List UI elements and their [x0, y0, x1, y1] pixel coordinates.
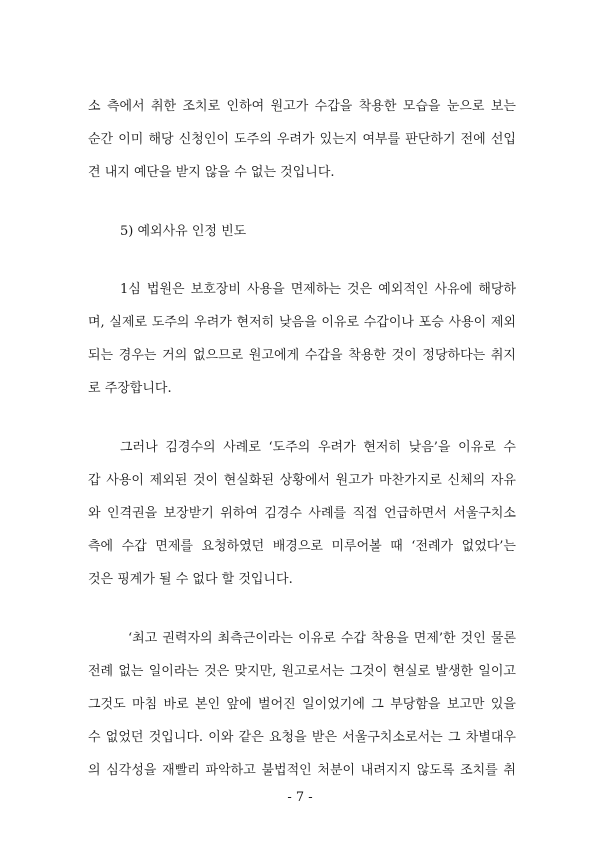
- section-heading: 5) 예외사유 인정 빈도: [120, 224, 247, 239]
- paragraph2-line-2: 며, 실제로 도주의 우려가 현저히 낮음을 이유로 수갑이나 포승 사용이 제외: [88, 315, 516, 330]
- paragraph2-line-1: 1심 법원은 보호장비 사용을 면제하는 것은 예외적인 사유에 해당하: [120, 282, 516, 297]
- paragraph1-line-3: 견 내지 예단을 받지 않을 수 없는 것입니다.: [88, 165, 335, 180]
- paragraph4-line-3: 그것도 마침 바로 본인 앞에 벌어진 일이었기에 그 부당함을 보고만 있을: [88, 697, 516, 712]
- paragraph4-line-1: ‘최고 권력자의 최측근이라는 이유로 수갑 착용을 면제’한 것인 물론: [128, 631, 516, 646]
- paragraph3-line-5: 것은 핑계가 될 수 없다 할 것입니다.: [88, 572, 293, 587]
- paragraph4-line-2: 전례 없는 일이라는 것은 맞지만, 원고로서는 그것이 현실로 발생한 일이고: [88, 664, 516, 679]
- page-number: - 7 -: [287, 790, 313, 805]
- paragraph4-line-5: 의 심각성을 재빨리 파악하고 불법적인 처분이 내려지지 않도록 조치를 취: [88, 763, 516, 778]
- paragraph2-line-3: 되는 경우는 거의 없으므로 원고에게 수갑을 착용한 것이 정당하다는 취지: [88, 348, 516, 363]
- paragraph1-line-1: 소 측에서 취한 조치로 인하여 원고가 수갑을 착용한 모습을 눈으로 보는: [88, 99, 516, 114]
- paragraph3-line-4: 측에 수갑 면제를 요청하였던 배경으로 미루어볼 때 ‘전례가 없었다’는: [88, 539, 516, 554]
- paragraph3-line-2: 갑 사용이 제외된 것이 현실화된 상황에서 원고가 마찬가지로 신체의 자유: [88, 473, 516, 488]
- paragraph3-line-1: 그러나 김경수의 사례로 ‘도주의 우려가 현저히 낮음’을 이유로 수: [120, 440, 516, 455]
- paragraph2-line-4: 로 주장합니다.: [88, 381, 172, 396]
- paragraph1-line-2: 순간 이미 해당 신청인이 도주의 우려가 있는지 여부를 판단하기 전에 선입: [88, 132, 516, 147]
- paragraph4-line-4: 수 없었던 것입니다. 이와 같은 요청을 받은 서울구치소로서는 그 차별대우: [88, 730, 516, 745]
- paragraph3-line-3: 와 인격권을 보장받기 위하여 김경수 사례를 직접 언급하면서 서울구치소: [88, 506, 516, 521]
